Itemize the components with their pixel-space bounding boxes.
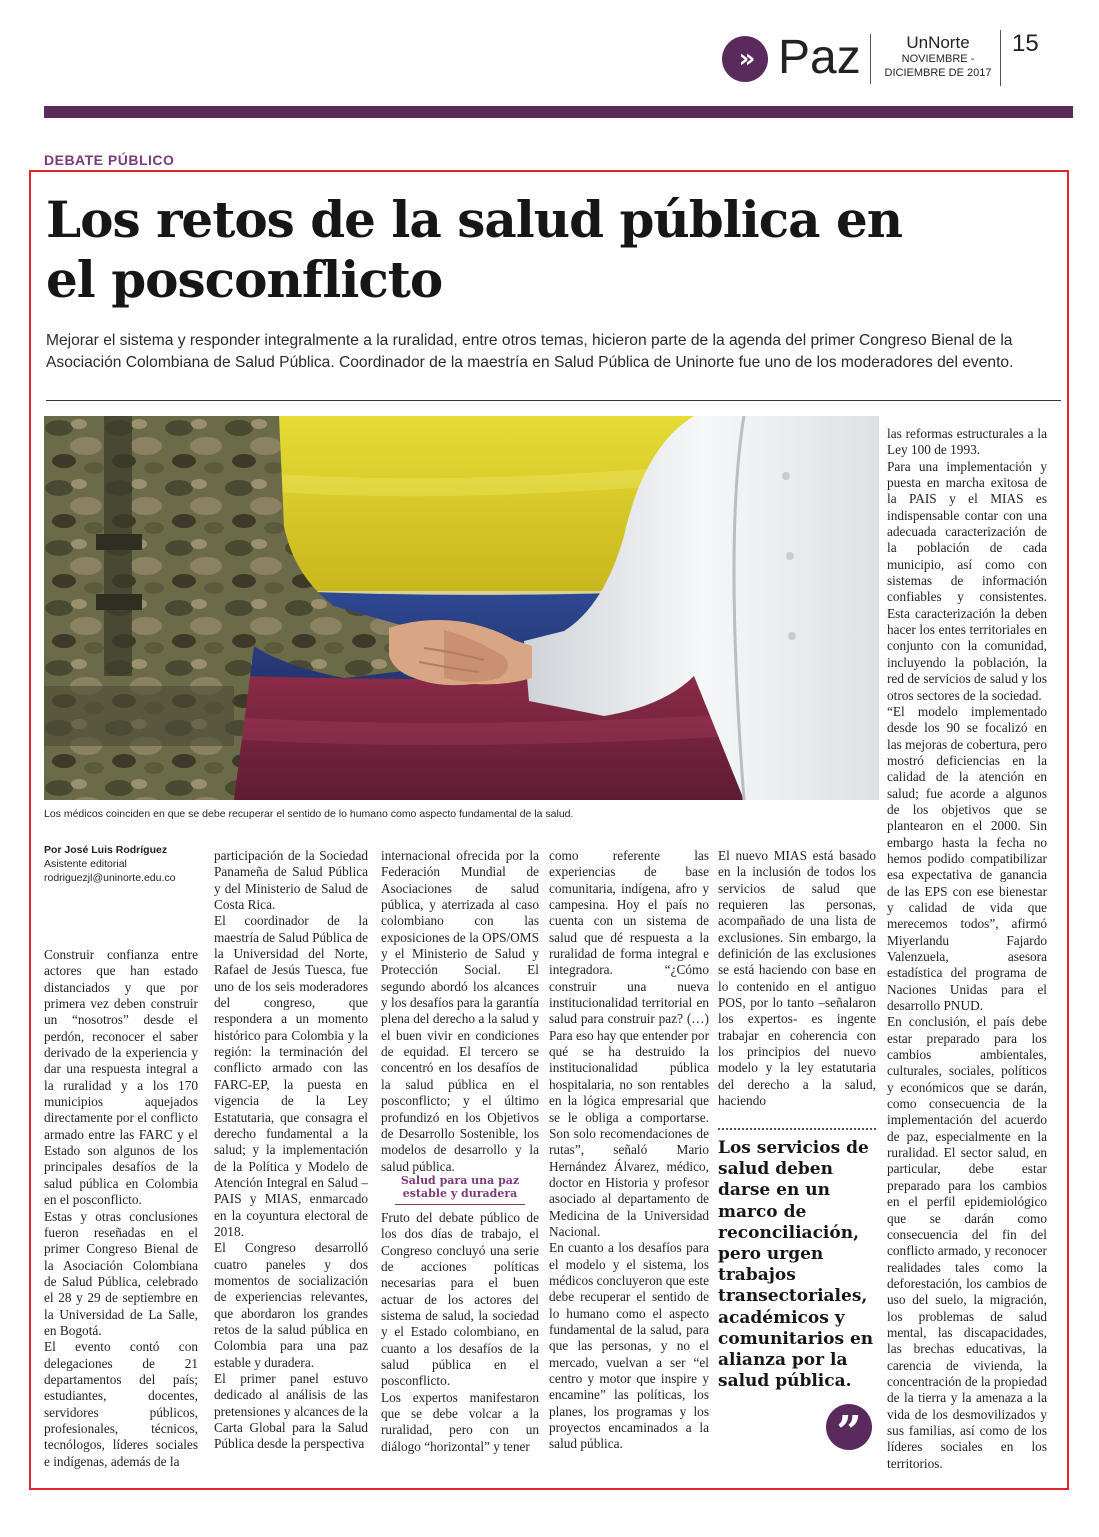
body-column-3-continued: Fruto del debate público de los dos días de trabajo, el Congreso concluyó una serie de acciones políticas necesarias para el buen actuar de los actores del sistema de salud, la sociedad y el Estado colombiano, en cuanto a los desafíos de la salud pública en el posconflicto. Los expertos manifestaron que se debe volcar a la ruralidad, pero con un diálogo “horizontal” y tener	[381, 1210, 539, 1454]
deck-rule	[46, 400, 1061, 401]
byline-email[interactable]: rodriguezjl@uninorte.edu.co	[44, 872, 176, 884]
section-bar	[44, 106, 1073, 118]
masthead-divider-2	[1000, 30, 1001, 86]
body-column-4: como referente las experiencias de base comunitaria, indígena, afro y campesina. Hoy el país no cuenta con un sistema de salud que dé respuesta a la ruralidad de forma integral e integradora. “¿Cómo construir una nueva institucionalidad territorial en salud para construir paz? (…) Para eso hay que entender por qué se ha destruido la institucionalidad pública hospitalaria, no son rentables en la lógica empresarial que se le obliga a comportarse. Son solo recomendaciones de rutas”, señaló Mario Hernández Álvarez, médico, doctor en Historia y profesor asociado al departamento de Medicina de la Universidad Nacional. En cuanto a los desafíos para el modelo y el sistema, los médicos concluyeron que este debe recuperar el sentido de lo humano como el aspecto fundamental de la salud, para que las personas, y no el mercado, vuelvan a ser “el centro y motor que inspire y encamine” las políticas, los planes, los programas y los proyectos encaminados a la salud pública.	[549, 848, 709, 1452]
kicker: DEBATE PÚBLICO	[44, 152, 175, 168]
body-column-3: internacional ofrecida por la Federación Mundial de Asociaciones de salud pública, y aterrizada al caso colombiano con las exposiciones de la OPS/OMS y el Ministerio de Salud y Protección Social. El segundo abordó los alcances y los desafíos para la garantía plena del derecho a la salud y el buen vivir en condiciones de equidad. El tercero se concentró en los desafíos de la salud pública en el posconflicto; y el último profundizó en los Objetivos de Desarrollo Sostenible, los modelos de desarrollo y la salud pública.	[381, 848, 539, 1174]
byline-role: Asistente editorial	[44, 858, 127, 870]
deck: Mejorar el sistema y responder integralmente a la ruralidad, entre otros temas, hicieron parte de la agenda del primer Congreso Bienal de la Asociación Colombiana de Salud Pública. Coordinador de la maestría en Salud Pública de Uninorte fue uno de los moderadores del evento.	[46, 332, 1014, 371]
handshake-illustration	[44, 416, 879, 800]
body-column-2: participación de la Sociedad Panameña de Salud Pública y del Ministerio de Salud de Costa Rica. El coordinador de la maestría de Salud Pública de la Universidad del Norte, Rafael de Jesús Tuesca, fue uno de los seis moderadores del congreso, que respondera a un momento histórico para Colombia y la región: la terminación del conflicto armado con las FARC-EP, la puesta en vigencia de la Ley Estatutaria, que consagra el derecho fundamental a la salud; y la implementación de la Política y Modelo de Atención Integral en Salud – PAIS y MIAS, enmarcado en la coyuntura electoral de 2018. El Congreso desarrolló cuatro paneles y dos momentos de socialización de experiencias relevantes, que abordaron los grandes retos de la salud pública en Colombia para una paz estable y duradera. El primer panel estuvo dedicado al análisis de las pretensiones y alcances de la Carta Global para la Salud Pública desde la perspectiva	[214, 848, 368, 1452]
byline	[44, 843, 204, 885]
byline-author: Por José Luis Rodríguez	[44, 844, 168, 856]
page-number: 15	[1012, 30, 1039, 57]
pullquote-divider	[718, 1128, 876, 1130]
pullquote: Los servicios de salud deben darse en un marco de reconciliación, pero urgen trabajos transectoriales, académicos y comunitarios en alianza por la salud pública.	[718, 1138, 874, 1392]
issue-line-1: NOVIEMBRE -	[901, 53, 975, 65]
publication-info	[882, 34, 994, 80]
subhead-rule	[395, 1204, 525, 1205]
issue-line-2: DICIEMBRE DE 2017	[884, 67, 992, 79]
double-chevron-right-icon: »	[722, 36, 768, 82]
headline: Los retos de la salud pública en el posconflicto	[46, 190, 903, 309]
section-title: Paz	[778, 31, 861, 84]
handshake-photo	[44, 416, 879, 800]
quote-mark-icon: ”	[826, 1404, 872, 1450]
masthead-divider	[870, 34, 871, 84]
publication-name: UnNorte	[906, 33, 970, 52]
body-column-1: Construir confianza entre actores que han estado distanciados y que por primera vez deben construir un “nosotros” desde el perdón, reconocer el saber derivado de la experiencia y dar una respuesta integral a la ruralidad y a los 170 municipios aquejados directamente por el conflicto armado entre las FARC y el Estado son algunos de los principales desafíos de la salud pública en Colombia en el posconflicto. Estas y otras conclusiones fueron reseñadas en el primer Congreso Bienal de la Asociación Colombiana de Salud Pública, celebrado el 28 y 29 de septiembre en la Universidad de La Salle, en Bogotá. El evento contó con delegaciones de 21 departamentos del país; estudiantes, docentes, servidores públicos, profesionales, técnicos, tecnólogos, líderes sociales e indígenas, además de la	[44, 947, 198, 1469]
subhead: Salud para una paz estable y duradera	[400, 1174, 520, 1200]
body-column-5: El nuevo MIAS está basado en la inclusión de todos los servicios de salud que requieren las personas, acompañado de una lista de exclusiones. Sin embargo, la definición de las exclusiones se está haciendo con base en lo contenido en el antiguo POS, por lo tanto –señalaron los expertos- es ingente trabajar en coherencia con los principios del nuevo modelo y la ley estatutaria del derecho a la salud, haciendo	[718, 848, 876, 1109]
photo-caption: Los médicos coinciden en que se debe recuperar el sentido de lo humano como aspecto fundamental de la salud.	[44, 808, 574, 820]
body-column-6: las reformas estructurales a la Ley 100 de 1993. Para una implementación y puesta en marcha exitosa de la PAIS y el MIAS es indispensable contar con una adecuada caracterización de la población de cada municipio, así como con sistemas de información confiables y consistentes. Esta caracterización la deben hacer los entes territoriales en conjunto con la comunidad, incluyendo la población, la red de servicios de salud y los otros sectores de la sociedad. “El modelo implementado desde los 90 se focalizó en las mejoras de cobertura, pero mostró deficiencias en la calidad de la atención en salud; fue acorde a algunos de los objetivos que se plantearon en el 2000. Sin embargo hasta la fecha no hemos podido compatibilizar esa expectativa de ganancia de las EPS con ese bienestar y calidad de vida que merecemos todos”, afirmó Miyerlandu Fajardo Valenzuela, asesora estadística del programa de Naciones Unidas para el desarrollo PNUD. En conclusión, el país debe estar preparado para los cambios ambientales, culturales, sociales, políticos y económicos que se darán, como consecuencia de la implementación del acuerdo de paz, especialmente en la ruralidad. El sector salud, en particular, debe estar preparado para los cambios en el perfil epidemiológico que se darán como consecuencia del fin del conflicto armado, y reconocer realidades tales como la deforestación, los cambios de uso del suelo, la migración, los problemas de salud mental, las discapacidades, las brechas educativas, la carencia de vivienda, la concentración de la propiedad de la tierra y la amenaza a la vida de los desmovilizados y sus familias, así como de los líderes sociales en los territorios.	[887, 426, 1047, 1471]
